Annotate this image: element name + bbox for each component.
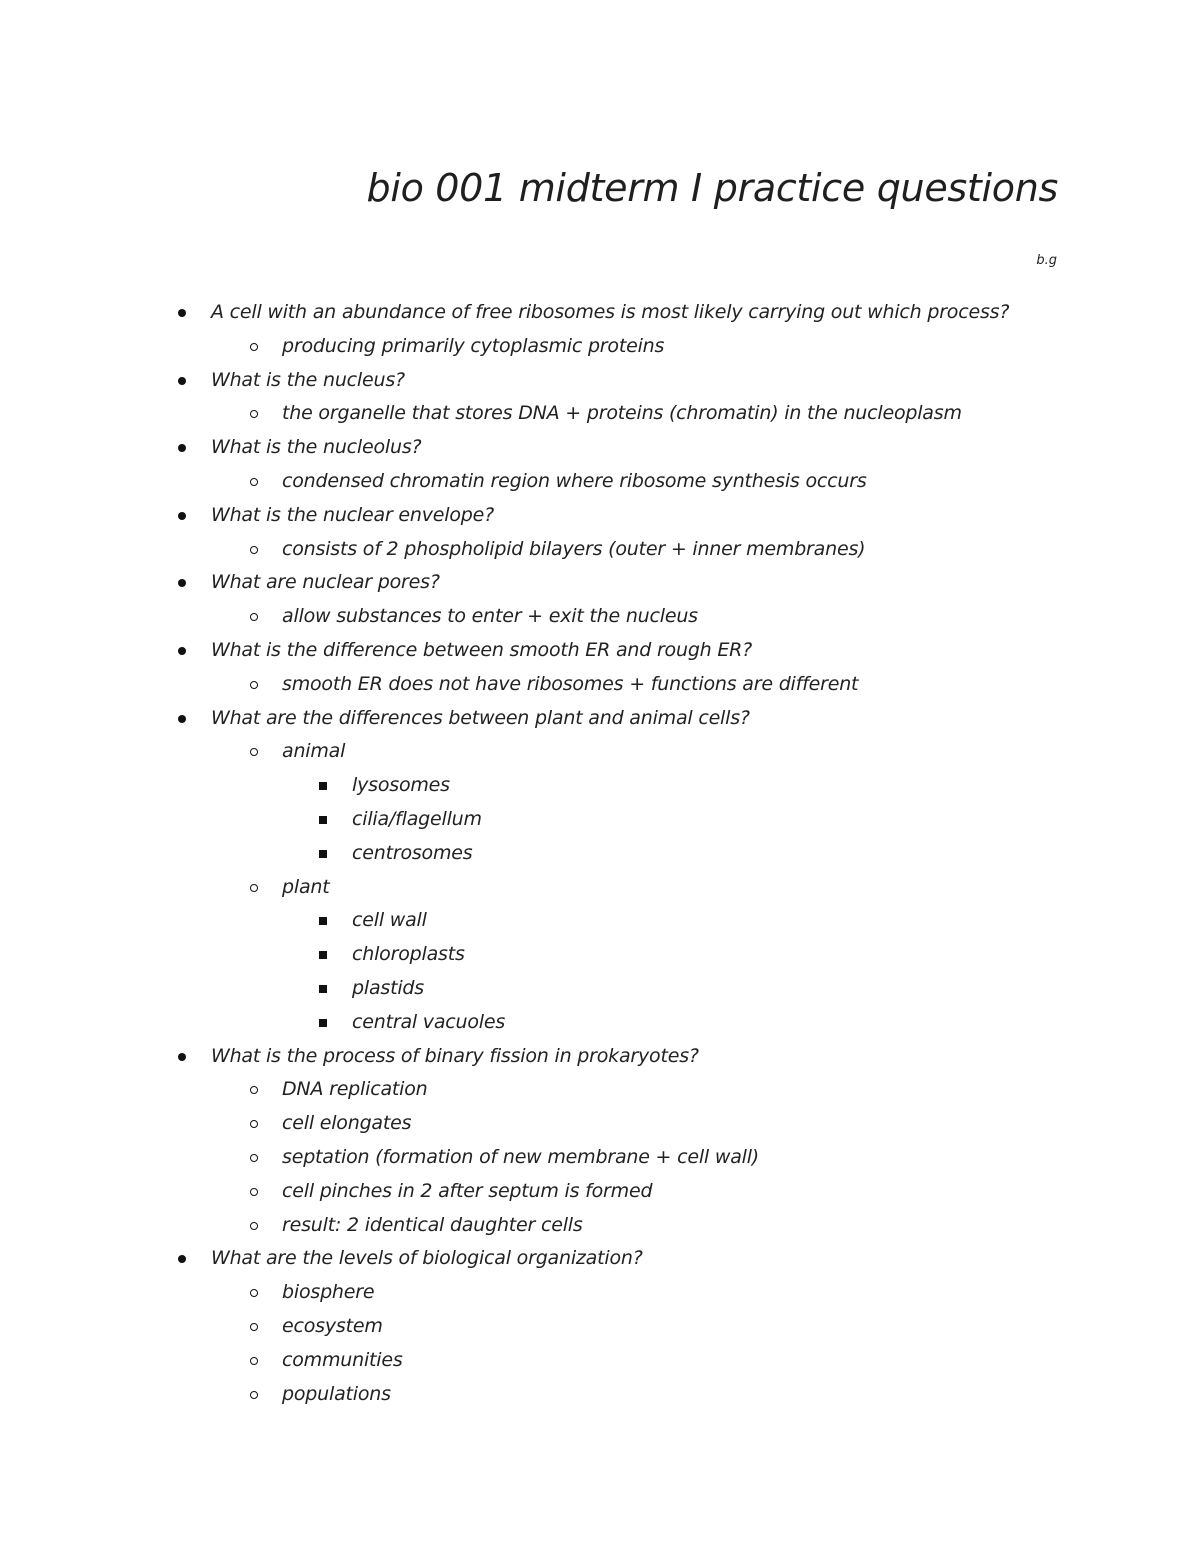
- question-item-text: What is the difference between smooth ER and rough ER?: [211, 638, 753, 661]
- answer-item: [0, 600, 1200, 634]
- answer-item: [0, 397, 1200, 431]
- question-item: [0, 296, 1200, 330]
- answer-item-text: consists of 2 phospholipid bilayers (outer + inner membranes): [282, 537, 866, 560]
- answer-item-text: biosphere: [282, 1281, 375, 1304]
- answer-item: [0, 1276, 1200, 1310]
- question-item-text: What is the nuclear envelope?: [211, 503, 494, 526]
- answer-item: [0, 1344, 1200, 1378]
- circle-bullet-icon: [250, 1289, 258, 1297]
- question-item-text: What are nuclear pores?: [211, 571, 440, 594]
- sub-answer-item: [0, 803, 1200, 837]
- disc-bullet-icon: [178, 309, 186, 317]
- sub-answer-item: [0, 938, 1200, 972]
- sub-answer-item: [0, 837, 1200, 871]
- circle-bullet-icon: [250, 1222, 258, 1230]
- square-bullet-icon: [319, 985, 327, 993]
- answer-item-text: smooth ER does not have ribosomes + functions are different: [282, 672, 859, 695]
- answer-item-text: plant: [282, 875, 330, 898]
- question-item: [0, 431, 1200, 465]
- sub-answer-item-text: centrosomes: [352, 841, 473, 864]
- question-item: [0, 634, 1200, 668]
- document-title: bio 001 midterm I practice questions: [366, 166, 1058, 210]
- question-item: [0, 364, 1200, 398]
- sub-answer-item-text: chloroplasts: [352, 943, 465, 966]
- question-item: [0, 1242, 1200, 1276]
- answer-item: [0, 1378, 1200, 1412]
- disc-bullet-icon: [178, 1053, 186, 1061]
- question-item: [0, 1040, 1200, 1074]
- sub-answer-item-text: cilia/flagellum: [352, 807, 482, 830]
- circle-bullet-icon: [250, 1120, 258, 1128]
- question-item: [0, 702, 1200, 736]
- sub-answer-item-text: lysosomes: [352, 774, 450, 797]
- disc-bullet-icon: [178, 377, 186, 385]
- circle-bullet-icon: [250, 1154, 258, 1162]
- question-item-text: What is the nucleolus?: [211, 436, 422, 459]
- question-item-text: What is the nucleus?: [211, 368, 405, 391]
- square-bullet-icon: [319, 782, 327, 790]
- disc-bullet-icon: [178, 647, 186, 655]
- sub-answer-item: [0, 972, 1200, 1006]
- question-item-text: What are the differences between plant and animal cells?: [211, 706, 750, 729]
- circle-bullet-icon: [250, 681, 258, 689]
- circle-bullet-icon: [250, 1323, 258, 1331]
- question-item-text: What are the levels of biological organization?: [211, 1247, 643, 1270]
- answer-item-text: septation (formation of new membrane + cell wall): [282, 1145, 760, 1168]
- question-item: [0, 566, 1200, 600]
- question-item-text: A cell with an abundance of free ribosomes is most likely carrying out which process?: [211, 301, 1010, 323]
- answer-item: [0, 668, 1200, 702]
- sub-answer-item: [0, 904, 1200, 938]
- square-bullet-icon: [319, 1019, 327, 1027]
- answer-item: [0, 330, 1200, 364]
- answer-item-text: ecosystem: [282, 1314, 383, 1337]
- answer-item-text: allow substances to enter + exit the nucleus: [282, 605, 698, 628]
- circle-bullet-icon: [250, 343, 258, 351]
- circle-bullet-icon: [250, 1357, 258, 1365]
- author-initials: b.g: [1036, 253, 1057, 268]
- answer-item-text: DNA replication: [282, 1078, 428, 1101]
- answer-item: [0, 1175, 1200, 1209]
- answer-item: [0, 465, 1200, 499]
- circle-bullet-icon: [250, 546, 258, 554]
- square-bullet-icon: [319, 917, 327, 925]
- circle-bullet-icon: [250, 410, 258, 418]
- question-item: [0, 499, 1200, 533]
- sub-answer-item-text: plastids: [352, 976, 424, 999]
- sub-answer-item-text: central vacuoles: [352, 1010, 506, 1033]
- sub-answer-item: [0, 1006, 1200, 1040]
- answer-item: [0, 1107, 1200, 1141]
- square-bullet-icon: [319, 951, 327, 959]
- answer-item: [0, 1141, 1200, 1175]
- answer-item-text: the organelle that stores DNA + proteins (chromatin) in the nucleoplasm: [282, 402, 962, 425]
- answer-item-text: result: 2 identical daughter cells: [282, 1213, 583, 1236]
- answer-item-text: cell pinches in 2 after septum is formed: [282, 1179, 653, 1202]
- disc-bullet-icon: [178, 444, 186, 452]
- answer-item: [0, 1310, 1200, 1344]
- circle-bullet-icon: [250, 1391, 258, 1399]
- disc-bullet-icon: [178, 715, 186, 723]
- answer-item-text: animal: [282, 740, 346, 763]
- sub-answer-item: [0, 769, 1200, 803]
- question-item-text: What is the process of binary fission in prokaryotes?: [211, 1044, 699, 1067]
- answer-item-text: condensed chromatin region where ribosome synthesis occurs: [282, 469, 867, 492]
- question-outline: [0, 296, 1200, 1411]
- sub-answer-item-text: cell wall: [352, 909, 427, 932]
- square-bullet-icon: [319, 850, 327, 858]
- square-bullet-icon: [319, 816, 327, 824]
- answer-item-text: producing primarily cytoplasmic proteins: [282, 334, 665, 357]
- answer-item: [0, 735, 1200, 769]
- answer-item: [0, 871, 1200, 905]
- disc-bullet-icon: [178, 579, 186, 587]
- answer-item: [0, 533, 1200, 567]
- circle-bullet-icon: [250, 478, 258, 486]
- circle-bullet-icon: [250, 613, 258, 621]
- answer-item: [0, 1073, 1200, 1107]
- answer-item: [0, 1209, 1200, 1243]
- disc-bullet-icon: [178, 512, 186, 520]
- disc-bullet-icon: [178, 1255, 186, 1263]
- answer-item-text: communities: [282, 1348, 403, 1371]
- answer-item-text: cell elongates: [282, 1112, 412, 1135]
- circle-bullet-icon: [250, 1086, 258, 1094]
- circle-bullet-icon: [250, 884, 258, 892]
- answer-item-text: populations: [282, 1382, 391, 1405]
- circle-bullet-icon: [250, 748, 258, 756]
- circle-bullet-icon: [250, 1188, 258, 1196]
